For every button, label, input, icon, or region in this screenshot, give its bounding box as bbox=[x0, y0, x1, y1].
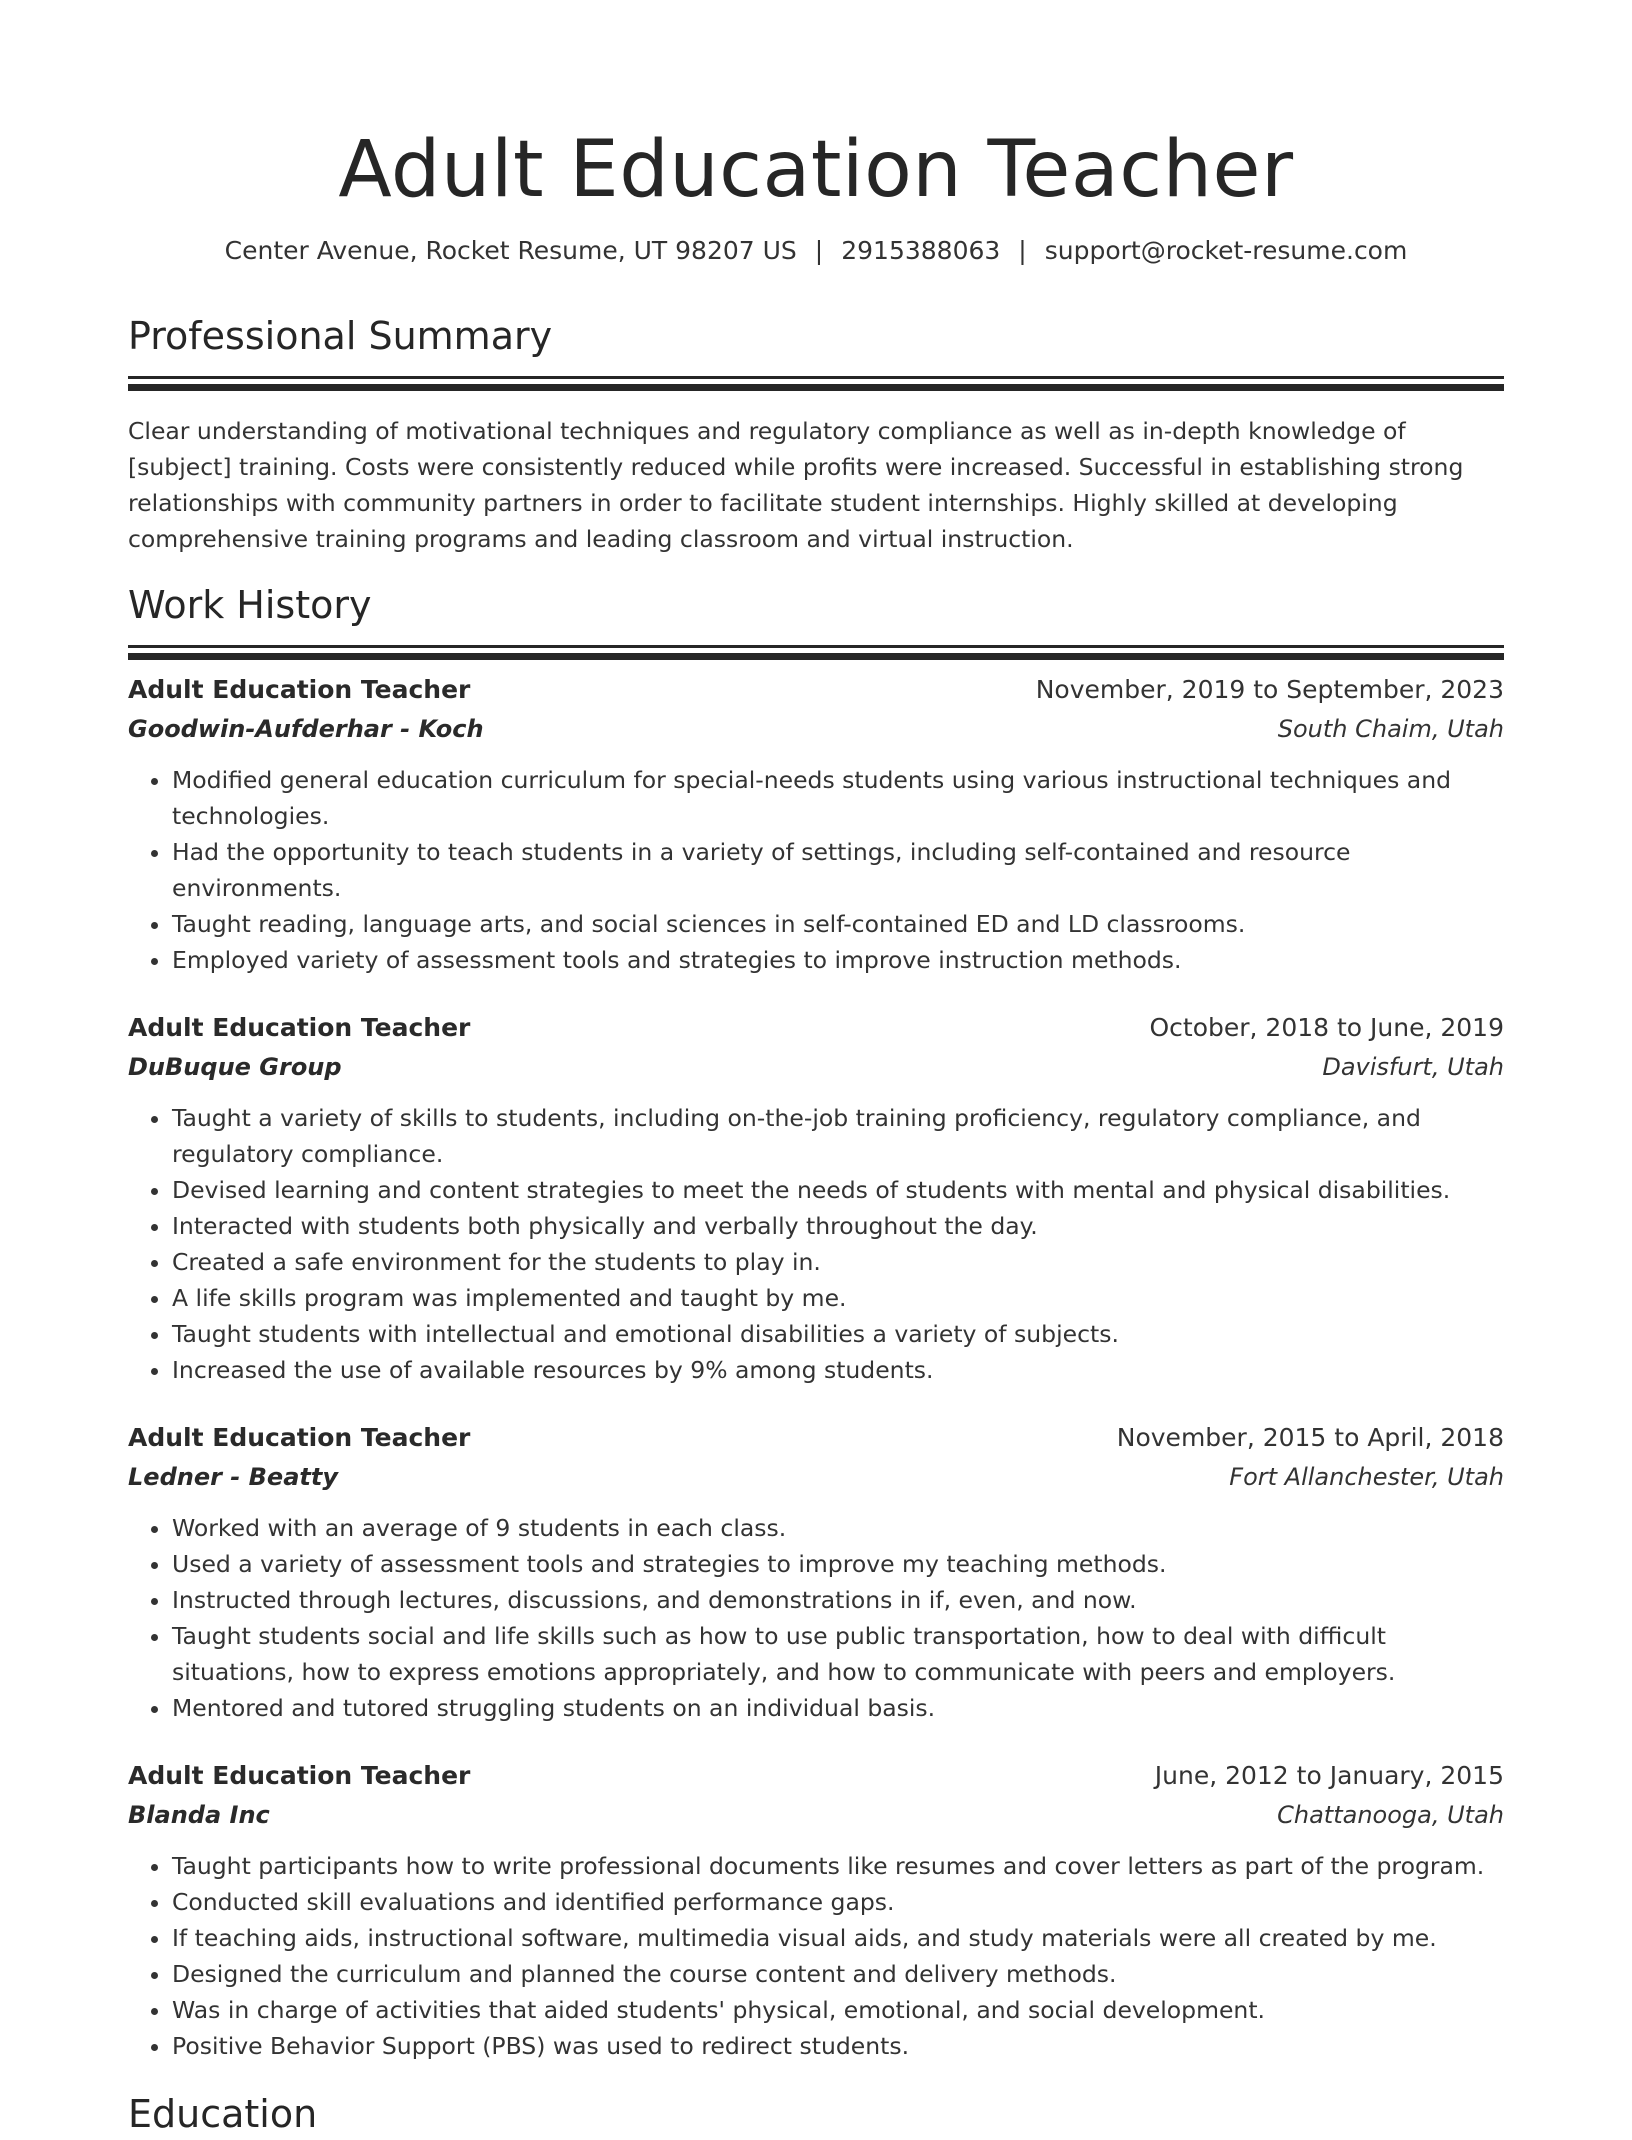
job-bullet: • Increased the use of available resources by 9% among students. bbox=[172, 1352, 1504, 1388]
section-divider bbox=[128, 645, 1504, 648]
job-bullet: • Taught students with intellectual and emotional disabilities a variety of subjects. bbox=[172, 1316, 1504, 1352]
contact-email: support@rocket-resume.com bbox=[1044, 236, 1408, 265]
job-bullet: • If teaching aids, instructional software, multimedia visual aids, and study materials were all created by me. bbox=[172, 1920, 1504, 1956]
resume-page bbox=[128, 0, 1504, 2140]
job-header-row bbox=[128, 1008, 1504, 1048]
job-bullet: • Interacted with students both physically and verbally throughout the day. bbox=[172, 1208, 1504, 1244]
job-title: Adult Education Teacher bbox=[128, 675, 471, 704]
job-bullet: • Devised learning and content strategies to meet the needs of students with mental and physical disabilities. bbox=[172, 1172, 1504, 1208]
job-bullets bbox=[128, 1848, 1504, 2064]
resume-name: Adult Education Teacher bbox=[338, 125, 1294, 215]
job-bullet: • Worked with an average of 9 students in each class. bbox=[172, 1510, 1504, 1546]
job-location: Davisfurt, Utah bbox=[1322, 1053, 1504, 1081]
job-bullet: • Instructed through lectures, discussions, and demonstrations in if, even, and now. bbox=[172, 1582, 1504, 1618]
job-subheader-row bbox=[128, 1048, 1504, 1086]
job-bullet: • Mentored and tutored struggling students on an individual basis. bbox=[172, 1690, 1504, 1726]
section-title-education: Education bbox=[128, 2092, 318, 2136]
contact-separator: | bbox=[814, 236, 824, 265]
job-bullet: • Modified general education curriculum for special-needs students using various instructional techniques and technologies. bbox=[172, 762, 1504, 834]
job-bullet: • A life skills program was implemented and taught by me. bbox=[172, 1280, 1504, 1316]
job-bullets bbox=[128, 1100, 1504, 1388]
job-bullet: • Employed variety of assessment tools and strategies to improve instruction methods. bbox=[172, 942, 1504, 978]
job-company: Goodwin-Aufderhar - Koch bbox=[128, 715, 484, 743]
job-subheader-row bbox=[128, 1458, 1504, 1496]
contact-separator: | bbox=[1018, 236, 1027, 265]
job-location: Chattanooga, Utah bbox=[1277, 1801, 1504, 1829]
job-dates: October, 2018 to June, 2019 bbox=[1149, 1013, 1504, 1042]
job-bullets bbox=[128, 1510, 1504, 1726]
job-entry bbox=[128, 670, 1504, 978]
job-subheader-row bbox=[128, 710, 1504, 748]
work-history-section bbox=[128, 579, 1504, 2064]
job-bullet: • Taught students social and life skills such as how to use public transportation, how to deal with difficult situations, how to express emotions appropriately, and how to communicate with peers and employers. bbox=[172, 1618, 1504, 1690]
contact-phone: 2915388063 bbox=[841, 236, 1001, 265]
job-bullet: • Had the opportunity to teach students in a variety of settings, including self-contained and resource environments. bbox=[172, 834, 1504, 906]
summary-text: Clear understanding of motivational techniques and regulatory compliance as well as in-depth knowledge of [subject] training. Costs were consistently reduced while profits were increased. Successful in establishing strong relationships with community partners in order to facilitate student internships. Highly skilled at developing comprehensive training programs and leading classroom and virtual instruction. bbox=[128, 417, 1464, 553]
job-entry bbox=[128, 1756, 1504, 2064]
job-bullet: • Designed the curriculum and planned the course content and delivery methods. bbox=[172, 1956, 1504, 1992]
job-entry bbox=[128, 1418, 1504, 1726]
job-title: Adult Education Teacher bbox=[128, 1013, 471, 1042]
section-divider bbox=[128, 376, 1504, 379]
contact-line bbox=[128, 234, 1504, 268]
education-section bbox=[128, 2088, 1504, 2140]
job-subheader-row bbox=[128, 1796, 1504, 1834]
job-title: Adult Education Teacher bbox=[128, 1423, 471, 1452]
job-dates: November, 2019 to September, 2023 bbox=[1035, 675, 1504, 704]
job-company: DuBuque Group bbox=[128, 1053, 342, 1081]
section-title-summary: Professional Summary bbox=[128, 314, 553, 358]
job-bullet: • Taught participants how to write professional documents like resumes and cover letters as part of the program. bbox=[172, 1848, 1504, 1884]
job-bullet: • Used a variety of assessment tools and strategies to improve my teaching methods. bbox=[172, 1546, 1504, 1582]
job-bullet: • Positive Behavior Support (PBS) was used to redirect students. bbox=[172, 2028, 1504, 2064]
job-dates: November, 2015 to April, 2018 bbox=[1116, 1423, 1504, 1452]
job-bullet: • Created a safe environment for the students to play in. bbox=[172, 1244, 1504, 1280]
job-bullet: • Conducted skill evaluations and identified performance gaps. bbox=[172, 1884, 1504, 1920]
job-bullet: • Was in charge of activities that aided students' physical, emotional, and social development. bbox=[172, 1992, 1504, 2028]
job-title: Adult Education Teacher bbox=[128, 1761, 471, 1790]
job-list bbox=[128, 670, 1504, 2064]
job-entry bbox=[128, 1008, 1504, 1388]
job-company: Ledner - Beatty bbox=[128, 1463, 338, 1491]
job-company: Blanda Inc bbox=[128, 1801, 270, 1829]
job-header-row bbox=[128, 670, 1504, 710]
job-bullet: • Taught reading, language arts, and social sciences in self-contained ED and LD classrooms. bbox=[172, 906, 1504, 942]
job-header-row bbox=[128, 1756, 1504, 1796]
job-dates: June, 2012 to January, 2015 bbox=[1154, 1761, 1504, 1790]
job-bullets bbox=[128, 762, 1504, 978]
job-location: Fort Allanchester, Utah bbox=[1229, 1463, 1504, 1491]
summary-section bbox=[128, 310, 1504, 557]
job-bullet: • Taught a variety of skills to students, including on-the-job training proficiency, regulatory compliance, and regulatory compliance. bbox=[172, 1100, 1504, 1172]
job-location: South Chaim, Utah bbox=[1277, 715, 1504, 743]
section-title-work-history: Work History bbox=[128, 583, 372, 627]
contact-address: Center Avenue, Rocket Resume, UT 98207 US bbox=[224, 236, 797, 265]
job-header-row bbox=[128, 1418, 1504, 1458]
